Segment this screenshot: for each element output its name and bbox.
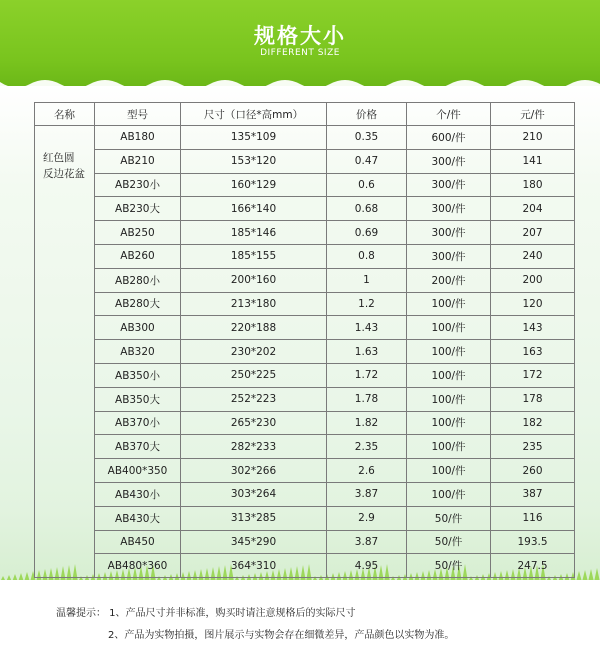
table-cell: 300/件 [407,149,491,173]
table-cell: 163 [491,340,575,364]
table-cell: 364*310 [181,554,327,578]
table-row [35,221,575,245]
table-cell: 193.5 [491,530,575,554]
table-row [35,316,575,340]
table-cell: AB350大 [95,387,181,411]
header-banner [0,0,600,86]
table-cell: 185*155 [181,244,327,268]
table-cell: 120 [491,292,575,316]
note-line-2: 2、产品为实物拍摄，图片展示与实物会存在细微差异，产品颜色以实物为准。 [108,630,455,641]
table-cell: AB430小 [95,482,181,506]
table-cell: 180 [491,173,575,197]
table-cell: 153*120 [181,149,327,173]
column-header: 型号 [95,103,181,126]
table-cell: 100/件 [407,411,491,435]
table-cell: 235 [491,435,575,459]
table-row [35,482,575,506]
table-cell: AB180 [95,126,181,150]
table-cell: 240 [491,244,575,268]
table-cell: 300/件 [407,197,491,221]
column-header: 元/件 [491,103,575,126]
table-cell: 1.72 [327,363,407,387]
table-cell: 100/件 [407,292,491,316]
table-cell: 210 [491,126,575,150]
table-row [35,530,575,554]
table-cell: 207 [491,221,575,245]
table-cell: 100/件 [407,435,491,459]
table-cell: 1.2 [327,292,407,316]
column-header: 价格 [327,103,407,126]
table-row [35,340,575,364]
table-cell: 302*266 [181,459,327,483]
table-cell: 200/件 [407,268,491,292]
table-cell: 252*223 [181,387,327,411]
table-cell: 1 [327,268,407,292]
table-cell: AB230大 [95,197,181,221]
product-name-cell: 红色圆 反边花盆 [35,126,95,578]
table-cell: 143 [491,316,575,340]
table-cell: AB250 [95,221,181,245]
table-cell: 2.9 [327,506,407,530]
table-cell: 100/件 [407,316,491,340]
table-cell: AB350小 [95,363,181,387]
table-cell: 213*180 [181,292,327,316]
table-cell: 282*233 [181,435,327,459]
table-cell: 0.68 [327,197,407,221]
table-cell: AB280小 [95,268,181,292]
table-cell: 100/件 [407,387,491,411]
table-cell: 50/件 [407,530,491,554]
table-cell: AB210 [95,149,181,173]
table-cell: AB230小 [95,173,181,197]
table-cell: 0.47 [327,149,407,173]
table-cell: 0.69 [327,221,407,245]
table-cell: 166*140 [181,197,327,221]
table-cell: 0.6 [327,173,407,197]
table-cell: AB450 [95,530,181,554]
table-row [35,459,575,483]
table-cell: 2.35 [327,435,407,459]
table-row [35,197,575,221]
table-row [35,363,575,387]
table-cell: 185*146 [181,221,327,245]
table-row [35,387,575,411]
table-cell: 1.82 [327,411,407,435]
table-cell: AB430大 [95,506,181,530]
page-subtitle: DIFFERENT SIZE [260,48,340,58]
table-row [35,506,575,530]
table-cell: AB320 [95,340,181,364]
table-cell: 300/件 [407,221,491,245]
table-cell: 200*160 [181,268,327,292]
table-cell: 0.8 [327,244,407,268]
table-cell: 141 [491,149,575,173]
table-cell: 247.5 [491,554,575,578]
table-row [35,173,575,197]
table-cell: 100/件 [407,459,491,483]
table-cell: 172 [491,363,575,387]
table-cell: 230*202 [181,340,327,364]
table-cell: 313*285 [181,506,327,530]
table-row [35,292,575,316]
table-cell: 2.6 [327,459,407,483]
table-cell: AB370大 [95,435,181,459]
table-cell: 1.78 [327,387,407,411]
page-title: 规格大小 [254,24,346,48]
table-row [35,244,575,268]
table-header-row [35,103,575,126]
table-cell: 345*290 [181,530,327,554]
table-cell: 300/件 [407,173,491,197]
table-cell: 303*264 [181,482,327,506]
table-cell: AB300 [95,316,181,340]
table-cell: 160*129 [181,173,327,197]
table-cell: 50/件 [407,506,491,530]
table-cell: 135*109 [181,126,327,150]
table-cell: 0.35 [327,126,407,150]
table-cell: 600/件 [407,126,491,150]
table-row [35,554,575,578]
table-cell: 178 [491,387,575,411]
table-cell: 50/件 [407,554,491,578]
table-cell: 220*188 [181,316,327,340]
column-header: 个/件 [407,103,491,126]
table-cell: 100/件 [407,340,491,364]
column-header: 尺寸（口径*高mm） [181,103,327,126]
table-cell: AB480*360 [95,554,181,578]
table-cell: AB260 [95,244,181,268]
note-line-1: 温馨提示： 1、产品尺寸并非标准，购买时请注意规格后的实际尺寸 [56,608,356,619]
table-cell: 387 [491,482,575,506]
column-header: 名称 [35,103,95,126]
table-cell: 3.87 [327,482,407,506]
table-cell: 100/件 [407,363,491,387]
table-cell: AB370小 [95,411,181,435]
table-cell: 182 [491,411,575,435]
table-row [35,149,575,173]
table-cell: 1.43 [327,316,407,340]
table-cell: 116 [491,506,575,530]
table-cell: 200 [491,268,575,292]
table-cell: AB400*350 [95,459,181,483]
table-cell: 1.63 [327,340,407,364]
table-cell: 250*225 [181,363,327,387]
table-cell: 265*230 [181,411,327,435]
table-cell: 3.87 [327,530,407,554]
table-row [35,126,575,150]
table-row [35,268,575,292]
table-cell: AB280大 [95,292,181,316]
table-row [35,435,575,459]
table-cell: 100/件 [407,482,491,506]
table-cell: 260 [491,459,575,483]
table-cell: 300/件 [407,244,491,268]
table-cell: 204 [491,197,575,221]
table-cell: 4.95 [327,554,407,578]
table-row [35,411,575,435]
spec-table [34,102,575,578]
